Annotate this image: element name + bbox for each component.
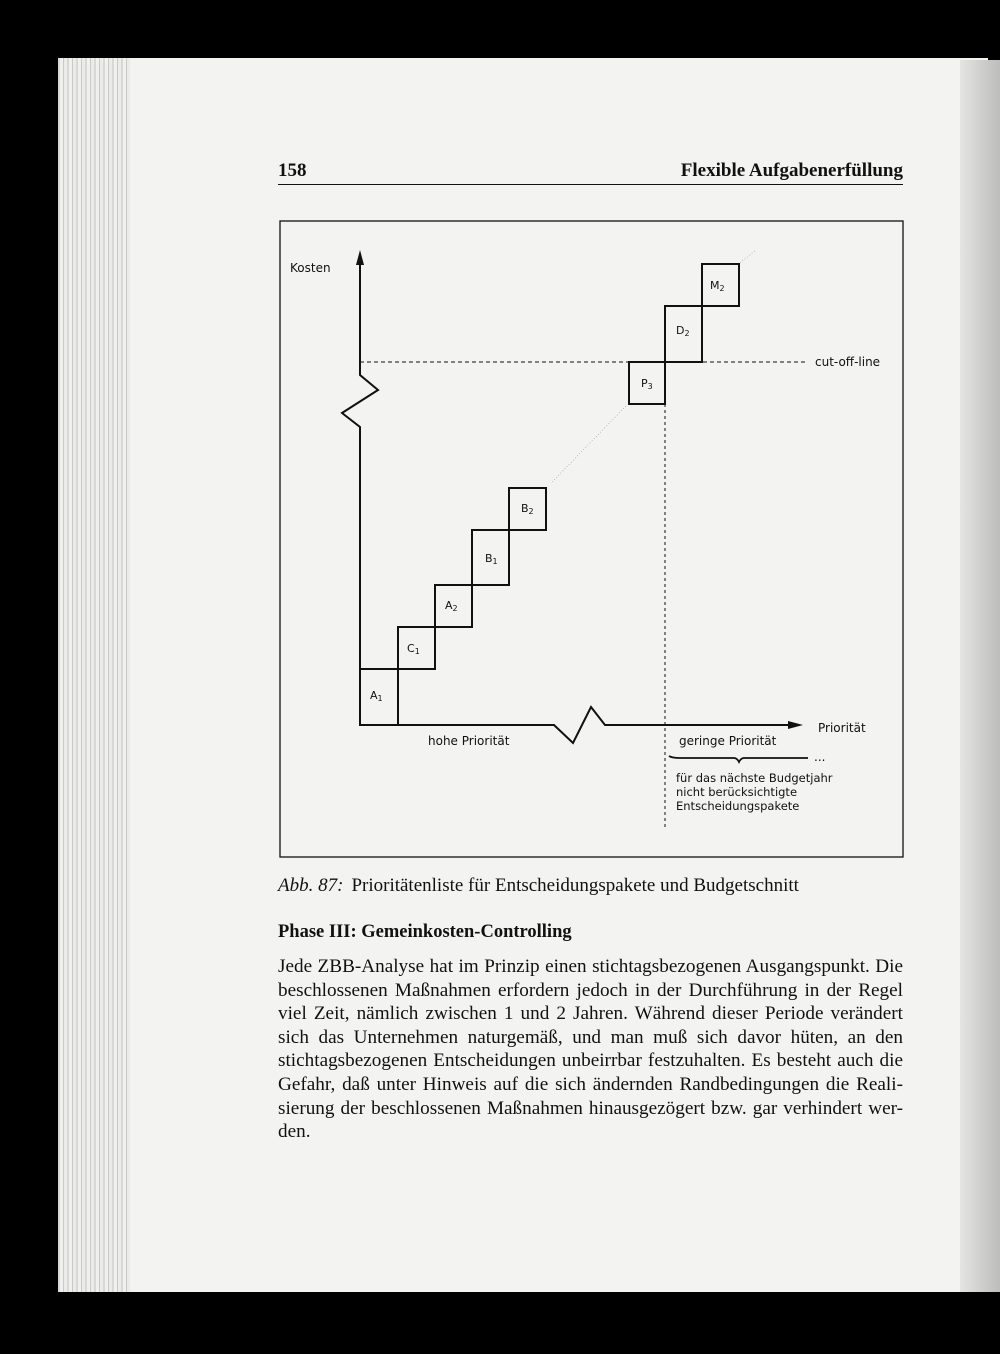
body-line: sierung der beschlossenen Maßnahmen hinausgezögert bzw. gar verhindert wer-: [278, 1097, 903, 1119]
caption-label: Abb. 87:: [278, 875, 344, 896]
package-label-a2: A2: [445, 599, 458, 613]
package-label-b2: B2: [521, 502, 534, 516]
body-line: den.: [278, 1121, 311, 1143]
body-line: viel Zeit, nämlich zwischen 1 und 2 Jahren. Während dieser Periode verändert: [278, 1003, 903, 1025]
excluded-note-line: für das nächste Budgetjahr: [676, 771, 833, 785]
page-number: 158: [278, 160, 307, 181]
cutoff-label: cut-off-line: [815, 355, 881, 369]
x-axis-label: Priorität: [818, 721, 866, 735]
y-axis-arrow: [356, 250, 364, 265]
brace-ellipsis: ...: [814, 750, 826, 764]
body-line: beschlossenen Maßnahmen erfordern jedoch in der Durchführung in der Regel: [278, 979, 903, 1001]
excluded-note-line: nicht berücksichtigte: [676, 785, 798, 799]
package-label-m2: M2: [710, 279, 725, 293]
low-priority-label: geringe Priorität: [679, 734, 777, 748]
y-axis: [342, 260, 378, 725]
package-label-a1: A1: [370, 689, 383, 703]
body-line: sich das Unternehmen naturgemäß, und man muß sich davor hüten, an den: [278, 1026, 903, 1048]
package-label-p3: P3: [641, 377, 653, 391]
package-label-d2: D2: [676, 324, 690, 338]
y-axis-label: Kosten: [290, 261, 331, 275]
x-axis-arrow: [788, 721, 803, 729]
excluded-note-line: Entscheidungspakete: [676, 799, 800, 813]
running-title: Flexible Aufgabenerfüllung: [680, 160, 903, 181]
section-heading: Phase III: Gemeinkosten-Controlling: [278, 922, 572, 942]
body-line: Gefahr, daß unter Hinweis auf die sich ändernden Randbedingungen die Reali-: [278, 1073, 903, 1095]
figure-caption: [278, 875, 799, 897]
body-paragraph: [278, 955, 903, 1144]
body-line: Jede ZBB-Analyse hat im Prinzip einen stichtagsbezogenen Ausgangspunkt. Die: [278, 956, 903, 977]
package-label-c1: C1: [407, 642, 420, 656]
brace: [669, 756, 808, 762]
high-priority-label: hohe Priorität: [428, 734, 510, 748]
caption-text: Prioritätenliste für Entscheidungspakete und Budgetschnitt: [351, 875, 799, 896]
package-label-b1: B1: [485, 552, 498, 566]
body-line: stichtagsbezogenen Entscheidungen unbeirrbar festzuhalten. Es besteht auch die: [278, 1050, 903, 1072]
figure-frame: [280, 221, 903, 857]
continuation-dotted-line: [740, 250, 756, 263]
gap-dotted-line: [552, 406, 626, 482]
